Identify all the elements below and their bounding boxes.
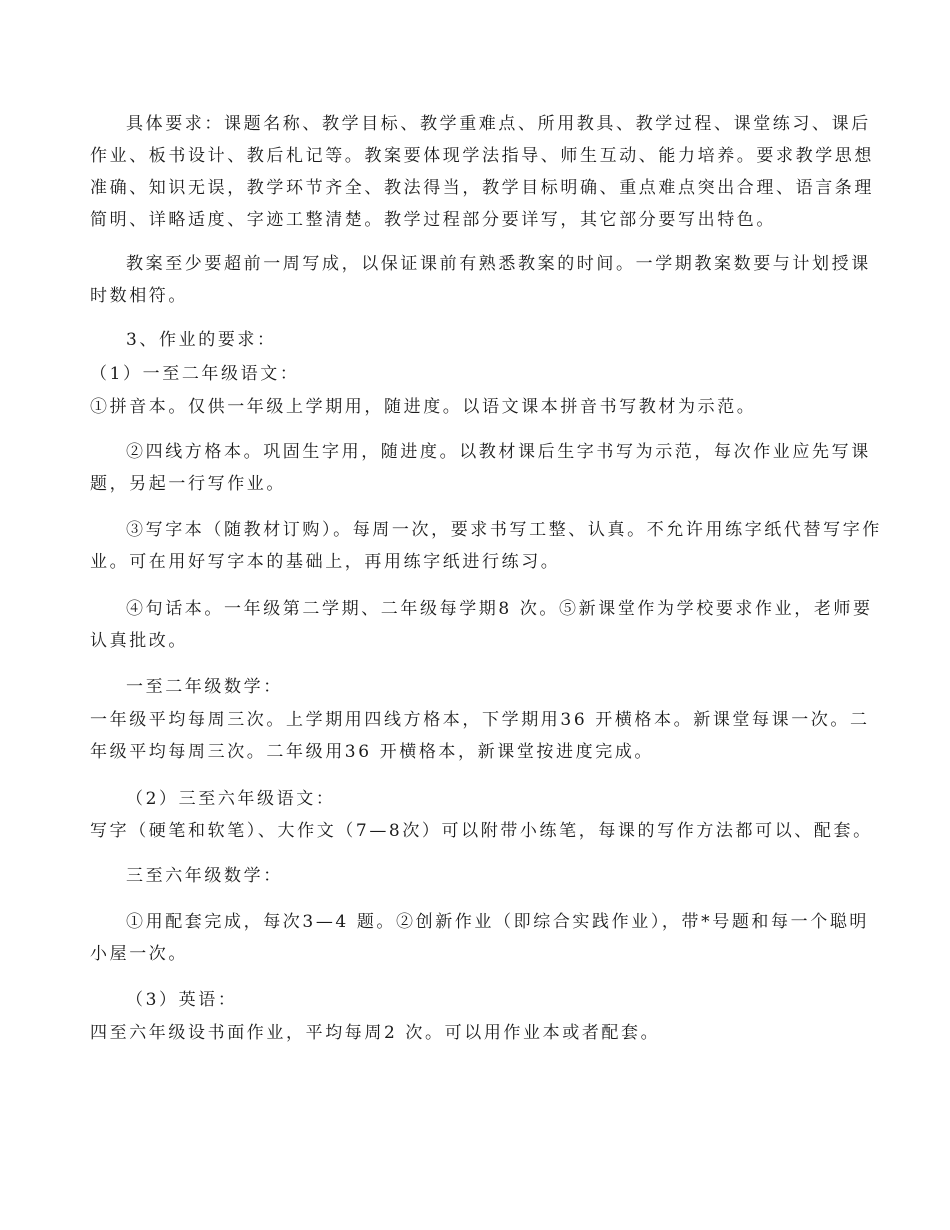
paragraph-lesson-plan-requirements: 具体要求：课题名称、教学目标、教学重难点、所用教具、教学过程、课堂练习、课后作业、板书设计、教后札记等。教案要体现学法指导、师生互动、能力培养。要求教学思想准确、知识无误，教学环节齐全、教法得当，教学目标明确、重点难点突出合理、语言条理简明、详略适度、字迹工整清楚。教学过程部分要详写，其它部分要写出特色。	[90, 114, 874, 230]
paragraph-grade3-6-math: ①用配套完成，每次3—4 题。②创新作业（即综合实践作业），带*号题和每一个聪明小屋一次。	[90, 912, 870, 964]
paragraph-english: 四至六年级设书面作业，平均每周2 次。可以用作业本或者配套。	[90, 1023, 661, 1043]
heading-homework-requirements: 3、作业的要求：	[126, 330, 277, 350]
paragraph-grade3-6-chinese: 写字（硬笔和软笔）、大作文（7—8次）可以附带小练笔，每课的写作方法都可以、配套。	[90, 821, 873, 841]
item-grid-book: ②四线方格本。巩固生字用，随进度。以教材课后生字书写为示范，每次作业应先写课题，另起一行写作业。	[90, 442, 871, 494]
subheading-grade1-2-math: 一至二年级数学：	[126, 677, 283, 697]
subheading-grade3-6-math: 三至六年级数学：	[126, 866, 283, 886]
subheading-grade3-6-chinese: （2）三至六年级语文：	[126, 789, 336, 809]
item-pinyin-book: ①拼音本。仅供一年级上学期用，随进度。以语文课本拼音书写教材为示范。	[90, 397, 757, 417]
item-sentence-book: ④句话本。一年级第二学期、二年级每学期8 次。⑤新课堂作为学校要求作业，老师要认真批改。	[90, 599, 873, 651]
paragraph-lesson-plan-timing: 教案至少要超前一周写成，以保证课前有熟悉教案的时间。一学期教案数要与计划授课时数相符。	[90, 254, 871, 306]
paragraph-grade1-2-math: 一年级平均每周三次。上学期用四线方格本，下学期用36 开横格本。新课堂每课一次。二年级平均每周三次。二年级用36 开横格本，新课堂按进度完成。	[90, 710, 870, 762]
subheading-english: （3）英语：	[126, 990, 238, 1010]
subheading-grade1-2-chinese: （1）一至二年级语文：	[90, 364, 300, 384]
item-writing-book: ③写字本（随教材订购）。每周一次，要求书写工整、认真。不允许用练字纸代替写字作业。可在用好写字本的基础上，再用练字纸进行练习。	[90, 520, 882, 572]
